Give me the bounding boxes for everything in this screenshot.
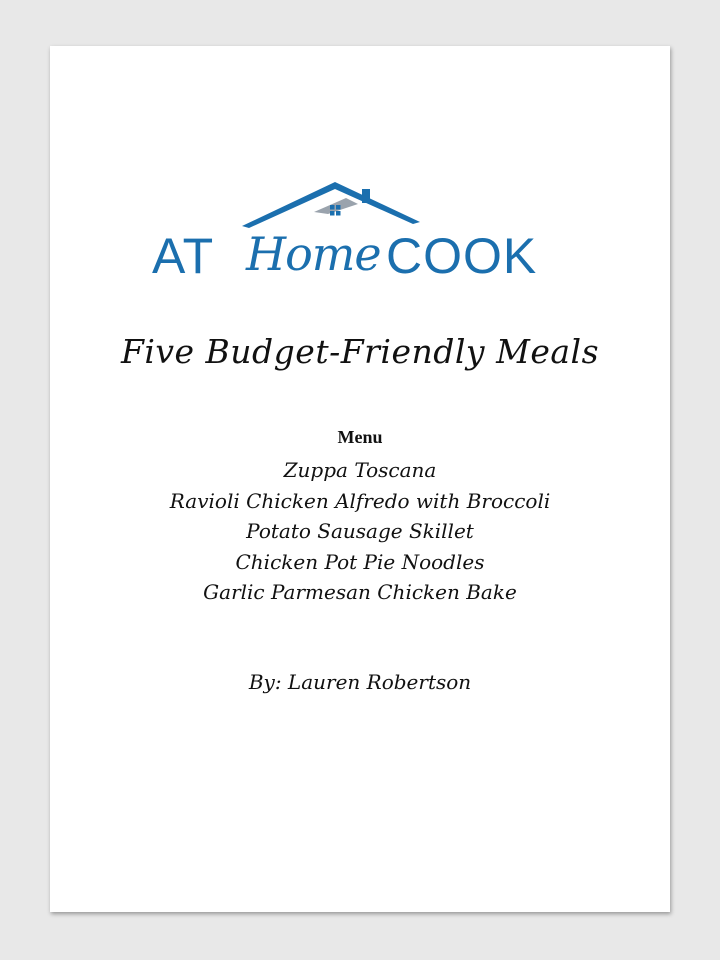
logo-home-text: Home (246, 227, 381, 281)
at-home-cook-logo (150, 176, 570, 294)
logo-at-text: AT (152, 228, 215, 284)
document-title: Five Budget-Friendly Meals (120, 332, 600, 371)
menu-item: Chicken Pot Pie Noodles (235, 549, 485, 574)
logo-wordmark (150, 226, 570, 286)
author-byline: By: Lauren Robertson (248, 670, 472, 694)
menu-list (50, 455, 670, 608)
logo-cook-text: COOK (386, 228, 538, 284)
menu-item: Potato Sausage Skillet (246, 519, 474, 543)
document-page (50, 46, 670, 912)
menu-item: Ravioli Chicken Alfredo with Broccoli (169, 488, 551, 513)
menu-heading: Menu (337, 427, 383, 447)
menu-item: Zuppa Toscana (283, 458, 437, 482)
menu-item: Garlic Parmesan Chicken Bake (203, 580, 517, 604)
